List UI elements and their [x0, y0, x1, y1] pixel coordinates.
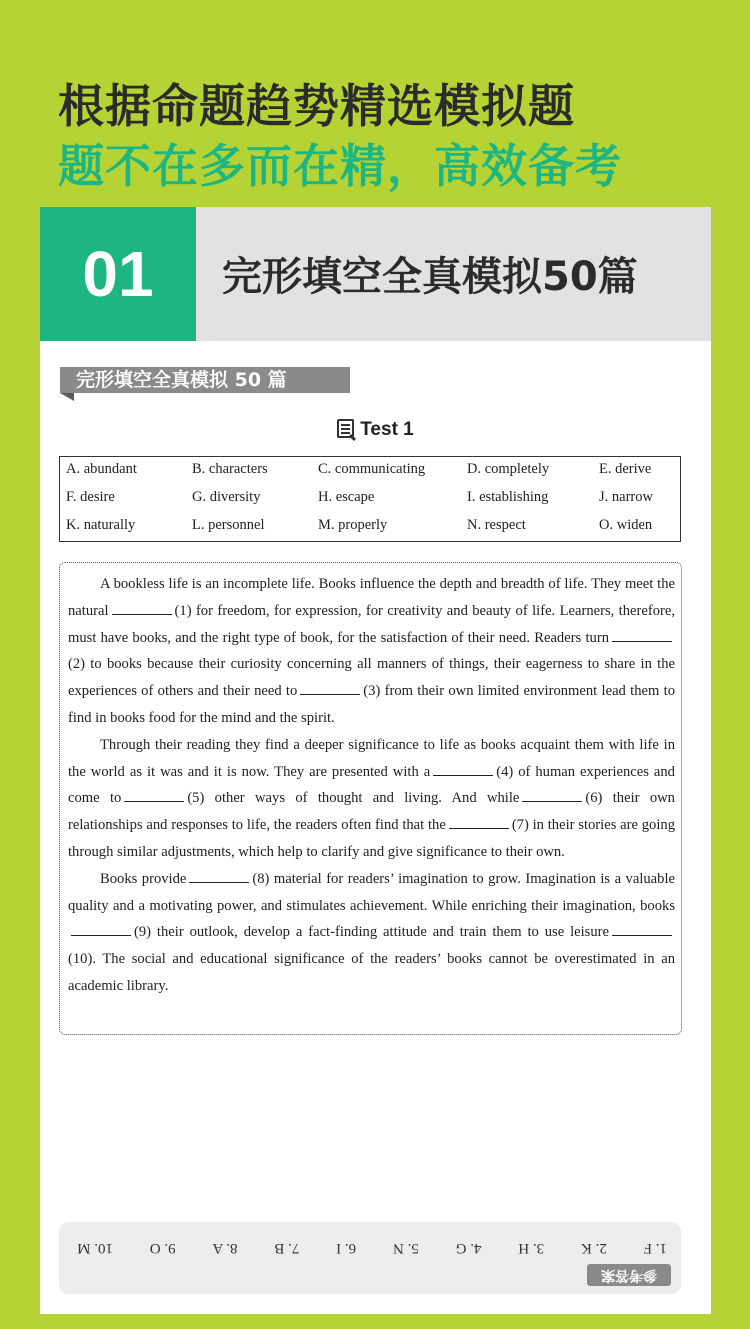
answer-key-upside-down — [59, 1222, 681, 1294]
blank-5 — [124, 790, 184, 802]
word-option: O. widen — [599, 517, 653, 533]
passage-text: Through their reading they find a deeper significance to life as books acquaint them with life in the world as it was and it is now. They are presented with a — [68, 736, 675, 780]
word-option: E. derive — [599, 461, 652, 477]
headline-secondary: 题不在多而在精，高效备考 — [58, 139, 622, 193]
answer-item: 5. N — [392, 1240, 419, 1256]
blank-9 — [71, 924, 131, 936]
passage-text: (4) of human experiences and come to — [68, 763, 675, 807]
answer-item: 9. O — [149, 1240, 176, 1256]
cloze-passage — [59, 562, 682, 1035]
answer-item: 10. M — [77, 1240, 113, 1256]
blank-10 — [612, 924, 672, 936]
answer-item: 3. H — [518, 1240, 545, 1256]
headline-primary: 根据命题趋势精选模拟题 — [58, 79, 575, 133]
passage-text: (5) other ways of thought and living. And while — [187, 790, 520, 807]
passage-text: (2) to books because their curiosity concerning all manners of things, their eagerness to share in the experiences of others and their need to — [68, 656, 675, 700]
answer-item: 8. A — [212, 1240, 238, 1256]
passage-text: (7) in their stories are going through similar adjustments, which help to clarify and give significance to their own. — [68, 817, 675, 860]
answer-item: 6. I — [336, 1240, 357, 1256]
answer-key-box — [59, 1222, 681, 1294]
passage-text: (10). The social and educational significance of the readers’ books cannot be overestimated in an academic library. — [68, 951, 675, 994]
passage-text: (3) from their own limited environment lead them to find in books food for the mind and the spirit. — [68, 683, 675, 726]
passage-paragraph — [68, 571, 675, 732]
blank-8 — [189, 871, 249, 883]
word-bank — [59, 456, 681, 542]
test-heading — [40, 419, 711, 441]
section-number: 01 — [40, 207, 196, 341]
blank-4 — [433, 764, 493, 776]
passage-text: (1) for freedom, for expression, for creativity and beauty of life. Learners, therefore, must have books, and the right type of book, for the satisfaction of their need. Readers turn — [68, 602, 675, 646]
content-card — [40, 207, 711, 1314]
passage-text: Books provide — [100, 870, 187, 887]
word-option: B. characters — [192, 461, 268, 477]
passage-text: (9) their outlook, develop a fact-finding attitude and train them to use leisure — [134, 924, 609, 941]
blank-7 — [449, 817, 509, 829]
word-option: M. properly — [318, 517, 388, 533]
answer-key-items — [77, 1239, 667, 1256]
test-title: Test 1 — [360, 419, 414, 440]
answer-item: 7. B — [274, 1240, 300, 1256]
section-header — [40, 207, 711, 341]
passage-text: A bookless life is an incomplete life. Books influence the depth and breadth of life. They meet the natural — [68, 576, 675, 619]
blank-1 — [112, 603, 172, 615]
ribbon-tail — [60, 393, 74, 401]
answer-key-label: 参考答案 — [587, 1264, 671, 1286]
word-option: J. narrow — [599, 489, 653, 505]
word-option: D. completely — [467, 461, 550, 477]
word-option: H. escape — [318, 489, 375, 505]
word-option: N. respect — [467, 517, 526, 533]
word-option: L. personnel — [192, 517, 265, 533]
word-option: C. communicating — [318, 461, 426, 477]
section-ribbon: 完形填空全真模拟 50 篇 — [60, 367, 350, 393]
blank-3 — [300, 683, 360, 695]
answer-item: 1. F — [643, 1240, 667, 1256]
passage-paragraph — [68, 866, 675, 1000]
word-option: K. naturally — [66, 517, 136, 533]
passage-text: (8) material for readers’ imagination to grow. Imagination is a valuable quality and a motivating power, and stimulates achievement. While enriching their imagination, books — [68, 870, 675, 914]
blank-2 — [612, 630, 672, 642]
answer-item: 2. K — [580, 1240, 607, 1256]
section-title: 完形填空全真模拟50篇 — [222, 254, 638, 300]
word-option: G. diversity — [192, 489, 261, 505]
word-option: F. desire — [66, 489, 115, 505]
answer-item: 4. G — [455, 1240, 482, 1256]
passage-text: (6) their own relationships and responses to life, the readers often find that the — [68, 790, 675, 834]
word-option: I. establishing — [467, 489, 549, 505]
word-option: A. abundant — [66, 461, 137, 477]
passage-paragraph — [68, 732, 675, 866]
blank-6 — [522, 790, 582, 802]
document-icon — [337, 419, 354, 438]
